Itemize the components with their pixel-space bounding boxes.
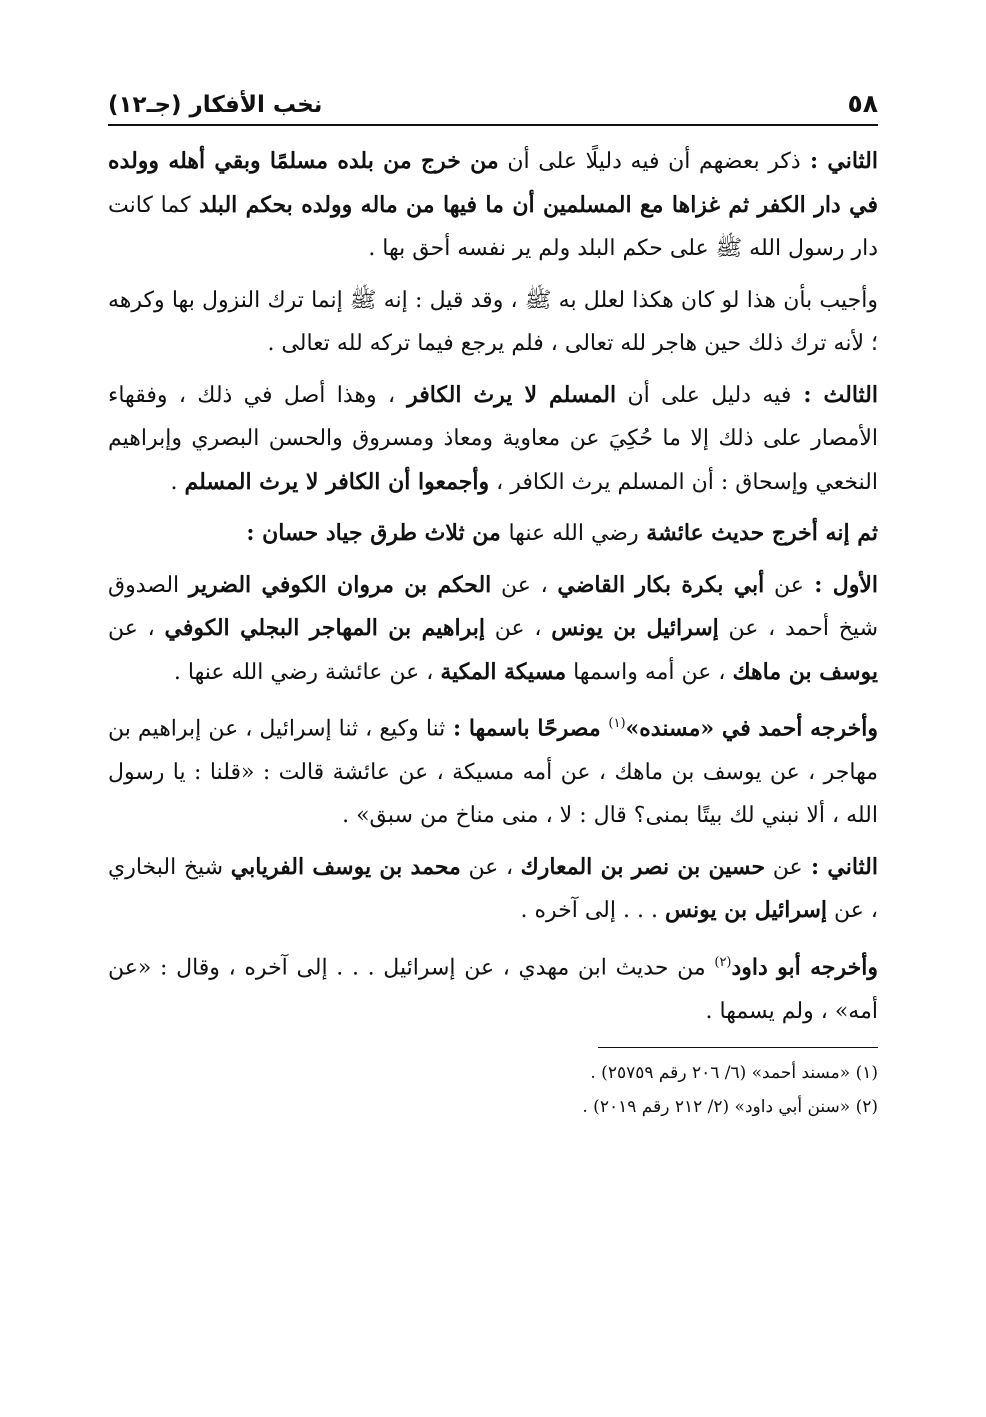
bold-run: الثاني : xyxy=(802,853,878,880)
paragraph xyxy=(108,702,878,838)
text-run: رضي الله عنها xyxy=(508,521,639,546)
paragraph xyxy=(108,512,878,556)
text-run: ، وهذا أصل في ذلك ، وفقهاء الأمصار على ذلك إلا ما حُكِيَ عن معاوية ومعاذ ومسروق والحسن البصري وإبراهيم النخعي وإسحاق : أن المسلم يرث الكافر ، xyxy=(108,382,878,495)
text-run: ، عن أمه واسمها xyxy=(566,659,733,685)
bold-run: الحكم بن مروان الكوفي الضرير xyxy=(188,571,492,598)
text-run: شيخ البخاري ، عن xyxy=(108,854,878,924)
footnotes xyxy=(108,1056,878,1124)
bold-run: محمد بن يوسف الفريابي xyxy=(230,853,461,880)
paragraph xyxy=(108,564,878,695)
bold-run: الأول : xyxy=(803,571,878,598)
footnote: (٢) «سنن أبي داود» (٢/ ٢١٢ رقم ٢٠١٩) . xyxy=(582,1097,878,1118)
bold-run: الثالث : xyxy=(791,381,878,408)
paragraph xyxy=(108,941,878,1033)
bold-run: ثم إنه أخرج حديث عائشة xyxy=(638,520,878,546)
book-title: نخب الأفكار (جـ١٢) xyxy=(108,92,323,118)
bold-run: إبراهيم بن المهاجر البجلي الكوفي xyxy=(164,615,485,641)
bold-run: مصرحًا باسمها : xyxy=(445,715,609,742)
text-run: ، عن xyxy=(484,616,552,641)
text-run: كما كانت دار رسول الله ﷺ على حكم البلد ولم ير نفسه أحق بها . xyxy=(108,192,878,261)
text-run: الصدوق شيخ أحمد ، عن xyxy=(108,572,879,641)
footnote-divider xyxy=(598,1047,878,1048)
bold-run: حسين بن نصر بن المعارك xyxy=(520,853,766,880)
bold-run: الثاني : xyxy=(800,148,878,174)
text-run: . xyxy=(170,469,185,495)
text-run: ذكر بعضهم أن فيه دليلًا على أن xyxy=(498,149,801,174)
footnote-marker: (١) xyxy=(608,716,626,731)
footnote-marker: (٢) xyxy=(714,954,732,970)
bold-run: أبي بكرة بكار القاضي xyxy=(557,571,765,598)
bold-run: المسلم لا يرث الكافر xyxy=(395,381,617,408)
paragraphs xyxy=(108,140,878,1033)
bold-run: وأجمعوا أن الكافر لا يرث المسلم xyxy=(184,468,490,495)
text-run: . . . إلى آخره . xyxy=(520,898,665,924)
text-run: ، عن xyxy=(108,616,165,641)
page-number: ٥٨ xyxy=(847,89,878,118)
page-body xyxy=(108,140,878,1124)
bold-run: من ثلاث طرق جياد حسان : xyxy=(246,520,509,546)
bold-run: من خرج من بلده مسلمًا وبقي أهله وولده في دار الكفر ثم غزاها مع المسلمين أن ما فيها من ماله وولده بحكم البلد xyxy=(108,148,878,218)
text-run: من حديث ابن مهدي ، عن إسرائيل . . . إلى آخره ، وقال : «عن أمه» ، ولم يسمها . xyxy=(108,955,878,1024)
paragraph xyxy=(108,140,878,271)
bold-run: وأخرجه أحمد في «مسنده» xyxy=(625,715,878,742)
bold-run: مسيكة المكية xyxy=(440,658,567,685)
paragraph xyxy=(108,846,878,933)
paragraph xyxy=(108,374,878,505)
footnote: (١) «مسند أحمد» (٦/ ٢٠٦ رقم ٢٥٧٥٩) . xyxy=(590,1063,878,1084)
bold-run: إسرائيل بن يونس xyxy=(551,615,719,641)
bold-run: وأخرجه أبو داود xyxy=(731,954,878,981)
text-run: فيه دليل على أن xyxy=(616,382,792,408)
text-run: ، عن عائشة رضي الله عنها . xyxy=(173,659,441,685)
page-header xyxy=(108,70,878,126)
page xyxy=(108,70,878,1124)
text-run: ، عن xyxy=(491,572,558,598)
text-run: عن xyxy=(765,854,803,880)
text-run: ، عن xyxy=(460,854,521,880)
text-run: ثنا وكيع ، ثنا إسرائيل ، عن إبراهيم بن مهاجر ، عن يوسف بن ماهك ، عن أمه مسيكة ، عن عائشة قالت : «قلنا : يا رسول الله ، ألا نبني لك بيتًا بمنى؟ قال : لا ، منى مناخ من سبق» . xyxy=(108,716,878,829)
text-run: وأجيب بأن هذا لو كان هكذا لعلل به ﷺ ، وقد قيل : إنه ﷺ إنما ترك النزول بها وكرهه ؛ لأنه ترك ذلك حين هاجر لله تعالى ، فلم يرجع فيما تركه لله تعالى . xyxy=(108,287,878,356)
paragraph xyxy=(108,279,878,366)
bold-run: يوسف بن ماهك xyxy=(732,658,878,685)
bold-run: إسرائيل بن يونس xyxy=(664,897,828,924)
text-run: عن xyxy=(764,572,804,598)
